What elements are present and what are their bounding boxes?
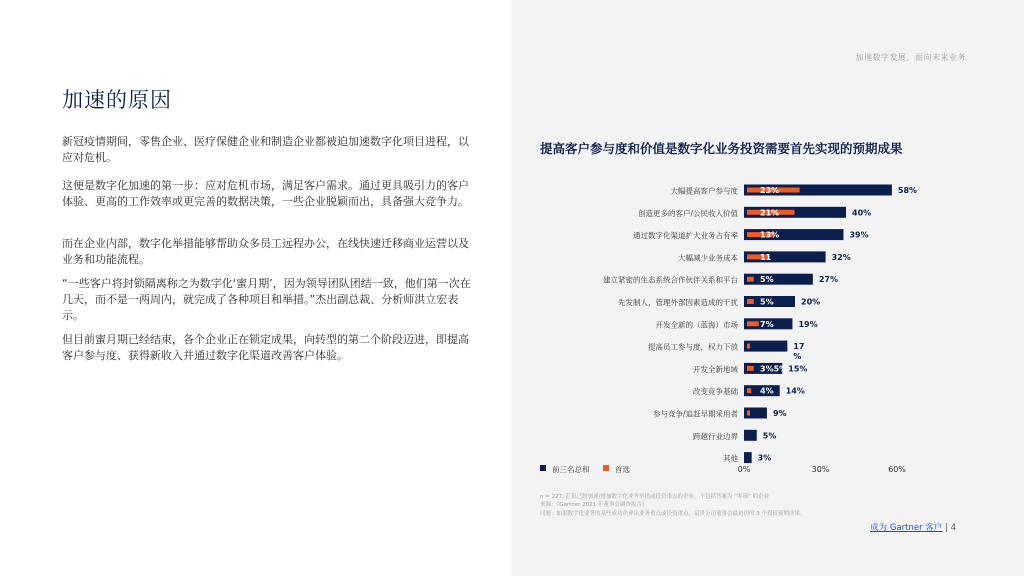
footnote-sample: n = 227, 汇报已经加速/增加数字化业务举措或投资重点的企业，不包括答案为 “零部” 的企业 (540, 494, 770, 500)
category-label: 先发制人，管理外部因素造成的干扰 (618, 298, 738, 307)
data-label-total: % (793, 352, 802, 362)
category-label: 大幅减少业务成本 (678, 253, 738, 263)
data-label-first: 21% (760, 208, 780, 218)
legend-label-total: 前三名总和 (552, 465, 590, 474)
data-label-total: 19% (798, 319, 818, 329)
category-label: 跨越行业边界 (693, 431, 738, 441)
bar-total (744, 452, 752, 463)
legend-swatch-first (603, 465, 609, 471)
category-label: 开发全新地域 (693, 364, 738, 374)
data-label-total: 3% (757, 453, 772, 463)
bar-first (747, 388, 751, 393)
data-label-first: 5% (760, 297, 774, 307)
footer-separator: | (945, 523, 948, 533)
bar-total (744, 274, 813, 285)
category-label: 大幅提高客户参与度 (670, 186, 738, 196)
data-label-total: 20% (801, 297, 821, 307)
x-tick-label: 0% (737, 465, 751, 474)
page-number: 4 (950, 523, 956, 533)
category-label: 建立紧密的生态系统合作伙伴关系和平台 (603, 275, 738, 285)
x-tick-label: 30% (811, 465, 830, 474)
data-label-total: 5% (762, 431, 777, 441)
paragraph-4: “一些客户将封锁隔离称之为数字化‘蜜月期’，因为领导团队团结一致，他们第一次在几天，而不是一两周内，就完成了各种项目和举措。”杰出副总裁、分析师洪立宏表示。 (62, 277, 471, 322)
data-label-total: 9% (772, 409, 787, 418)
data-label-total: 32% (831, 252, 851, 262)
data-label-first: 7% (760, 319, 774, 329)
data-label-first: 5% (760, 275, 774, 285)
data-label-total: 14% (785, 386, 805, 396)
category-label: 提高员工参与度，权力下放 (648, 342, 738, 352)
paragraph-2: 这便是数字化加速的第一步：应对危机市场，满足客户需求。通过更具吸引力的客户体验、更高的工作效率或更完善的数据决策，一些企业脱颖而出，具备强大竞争力。 (62, 179, 469, 208)
bar-first (747, 344, 750, 349)
header-tag: 加速数字发展，面向未来业务 (855, 53, 966, 62)
data-label-first: 23% (760, 186, 780, 195)
footnote-source: 来源：《Gartner 2021 年董事会调查报告》 (540, 502, 648, 508)
paragraph-3: 而在企业内部，数字化举措能够帮助众多员工远程办公，在线快速迁移商业运营以及业务和功能流程。 (62, 237, 469, 266)
bar-chart (511, 170, 1024, 490)
bar-first (747, 366, 754, 371)
category-label: 其他 (723, 454, 738, 464)
become-client-link[interactable]: 成为 Gartner 客户 (870, 523, 943, 533)
data-label-first: 11 (760, 252, 772, 262)
category-label: 通过数字化渠道扩大业务占有率 (633, 231, 738, 241)
legend-label-first: 首选 (615, 465, 630, 474)
category-label: 参与竞争/追赶早期采用者 (652, 409, 738, 419)
data-label-total: 27% (818, 275, 839, 285)
data-label-total: 39% (849, 230, 869, 240)
data-label-total: 15% (788, 364, 808, 374)
data-label-first: 13% (760, 230, 780, 240)
data-label-first: 4% (760, 386, 774, 396)
footer (870, 521, 956, 533)
bar-first (747, 277, 754, 282)
footnote-question: 问题：如果数字化业务的某些成功企业出业务重点或投资重点，请贵公司董事会最迫切的 3 个投资预期成果。 (540, 511, 806, 517)
category-label: 改变竞争基础 (693, 387, 738, 397)
data-label-total: 17 (793, 342, 805, 352)
legend-swatch-total (540, 465, 546, 471)
page-title: 加速的原因 (62, 88, 172, 112)
bar-first (747, 299, 754, 304)
chart-title: 提高客户参与度和价值是数字化业务投资需要首先实现的预期成果 (540, 141, 903, 156)
bar-first (747, 411, 750, 416)
data-label-first: 3%5% (760, 364, 788, 374)
category-label: 创造更多的客户/公民收入价值 (637, 208, 738, 218)
data-label-total: 58% (897, 186, 918, 195)
data-label-total: 40% (852, 208, 872, 218)
x-tick-label: 60% (888, 465, 906, 474)
paragraph-1: 新冠疫情期间，零售企业、医疗保健企业和制造企业都被迫加速数字化项目进程，以应对危机。 (62, 135, 469, 164)
paragraph-5: 但目前蜜月期已经结束，各个企业正在锁定成果，向转型的第二个阶段迈进，即提高客户参与度、获得新收入并通过数字化渠道改善客户体验。 (62, 333, 469, 362)
bar-first (747, 321, 759, 326)
bar-total (744, 341, 787, 352)
bar-total (744, 430, 757, 441)
category-label: 开发全新的（蓝海）市场 (655, 320, 738, 330)
